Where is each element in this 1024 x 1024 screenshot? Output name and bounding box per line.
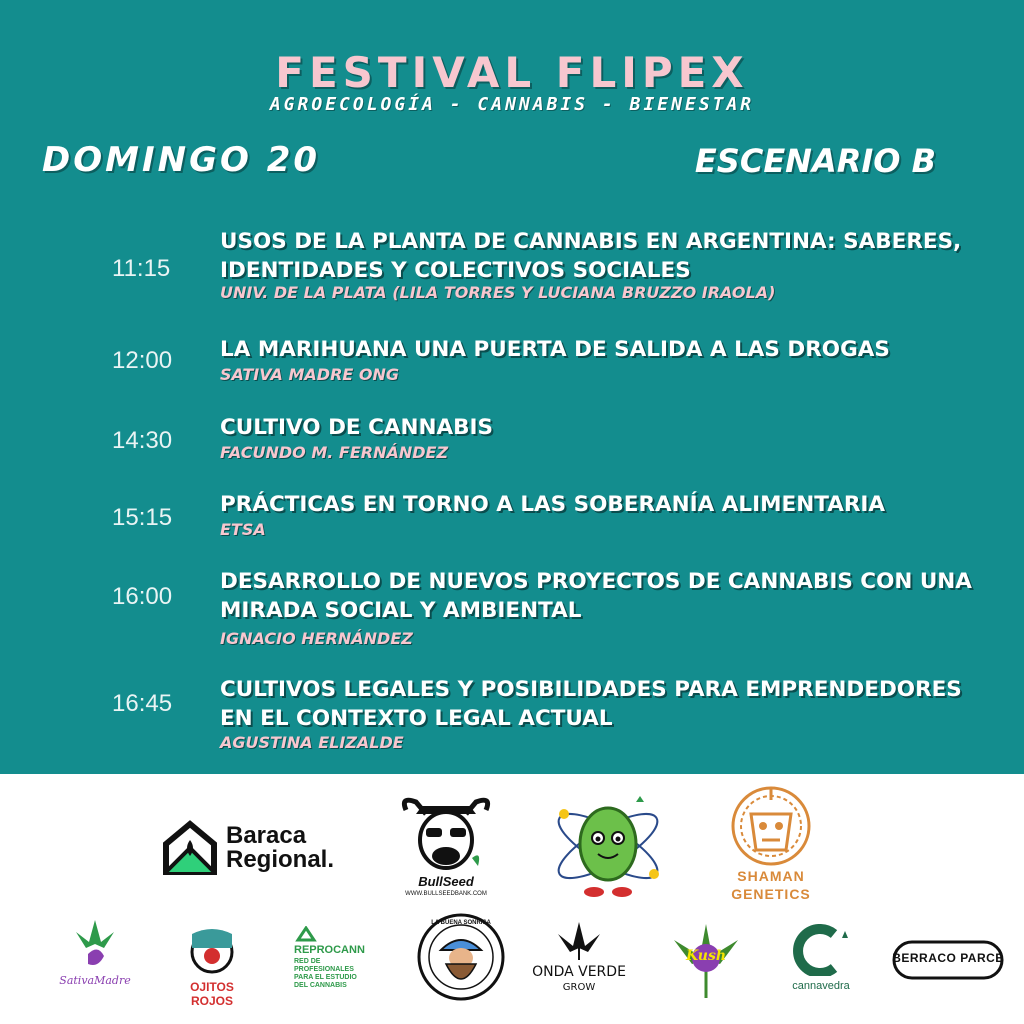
talk-title: USOS DE LA PLANTA DE CANNABIS EN ARGENTINA: SABERES, IDENTIDADES Y COLECTIVOS SOCIALES [220,229,962,283]
cannavedra-logo [774,924,868,1000]
red-eye-icon [172,924,252,974]
baraca-regional-logo [162,818,362,878]
house-leaf-icon [162,818,218,876]
speaker-name: UNIV. DE LA PLATA (LILA TORRES Y LUCIANA BRUZZO IRAOLA) [220,283,776,302]
talk-title: DESARROLLO DE NUEVOS PROYECTOS DE CANNABIS CON UNA MIRADA SOCIAL Y AMBIENTAL [220,569,972,623]
reprocann-desc-4: DEL CANNABIS [294,982,347,989]
speaker-name: SATIVA MADRE ONG [220,365,400,384]
recycle-icon [294,926,318,944]
stage-label: ESCENARIO B [694,142,936,180]
atom-bud-logo [548,788,668,904]
speaker-name: AGUSTINA ELIZALDE [220,733,404,752]
la-buena-sonrisa-text: LA BUENA SONRISA [431,920,491,926]
cannabis-leaf-icon [524,920,634,962]
onda-verde-name: ONDA VERDE [532,964,626,980]
baraca-line1: Baraca [226,822,307,849]
baraca-line2: Regional. [226,846,335,873]
onda-verde-logo [524,920,634,1000]
shaman-genetics-logo [726,784,816,908]
reprocann-name: REPROCANN [294,944,365,956]
shaman-line1: SHAMAN [737,868,805,884]
berraco-parce-logo [892,936,1004,984]
sativa-madre-logo [58,914,132,1000]
time-label: 16:45 [112,690,173,717]
talk-title: PRÁCTICAS EN TORNO A LAS SOBERANÍA ALIMENTARIA [220,492,886,517]
la-buena-sonrisa-logo [416,912,506,1004]
reprocann-desc-3: PARA EL ESTUDIO [294,974,357,981]
festival-title: FESTIVAL FLIPEX [275,48,749,97]
speaker-name: FACUNDO M. FERNÁNDEZ [220,443,449,462]
time-label: 12:00 [112,347,173,374]
bullseed-logo [398,792,494,904]
cannabis-bud-character-icon [548,788,668,904]
talk-title: LA MARIHUANA UNA PUERTA DE SALIDA A LAS DROGAS [220,337,890,362]
ojitos-rojos-text: OJITOS ROJOS [190,980,234,1008]
reprocann-desc-2: PROFESIONALES [294,966,354,973]
speaker-name: ETSA [220,520,266,539]
cannabis-leaf-icon [58,914,132,974]
time-label: 14:30 [112,427,173,454]
talk-title: CULTIVOS LEGALES Y POSIBILIDADES PARA EMPRENDEDORES EN EL CONTEXTO LEGAL ACTUAL [220,677,962,731]
talk-title: CULTIVO DE CANNABIS [220,415,494,440]
kush-text: Kush [685,948,727,964]
bullseed-name: BullSeed [418,874,474,889]
reprocann-desc-1: RED DE [294,958,321,965]
berraco-parce-text: BERRACO PARCE [892,951,1004,965]
shaman-line2: GENETICS [731,886,811,902]
time-label: 15:15 [112,504,173,531]
sativa-madre-text: SativaMadre [59,974,131,987]
bull-icon [398,792,494,876]
time-label: 16:00 [112,583,173,610]
speaker-name: IGNACIO HERNÁNDEZ [220,629,413,648]
reprocann-logo [294,926,374,1002]
letter-c-leaf-icon [774,924,868,976]
festival-subtitle: AGROECOLOGÍA - CANNABIS - BIENESTAR [269,94,755,115]
bullseed-url: WWW.BULLSEEDBANK.COM [405,891,487,897]
time-label: 11:15 [112,255,171,282]
kush-logo [664,920,748,1002]
ojitos-rojos-logo [172,924,252,1008]
sponsors-section [0,774,1024,1024]
day-label: DOMINGO 20 [42,140,321,180]
cannavedra-text: cannavedra [792,980,850,992]
onda-verde-sub: GROW [562,982,596,993]
shaman-mask-icon [726,784,816,870]
